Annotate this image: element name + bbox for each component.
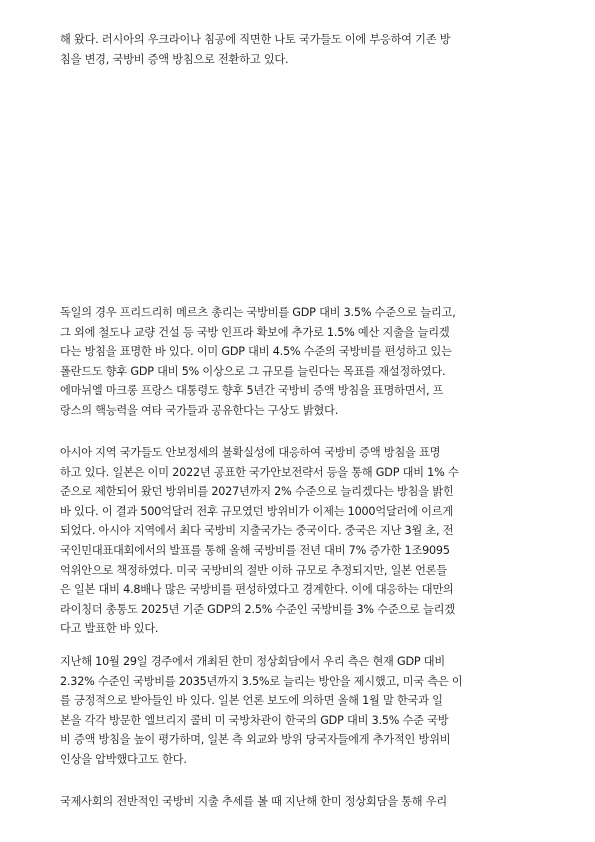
text-line: 다고 발표한 바 있다. <box>60 622 159 636</box>
text-line: 인상을 압박했다고도 한다. <box>60 752 187 766</box>
paragraph-korea-us-summit <box>60 652 540 770</box>
text-line: 준으로 제한되어 왔던 방위비를 2027년까지 2% 수준으로 늘리겠다는 방침을 밝힌 <box>60 485 454 499</box>
paragraph-europe-defense-spending <box>60 303 540 421</box>
text-line: 지난해 10월 29일 경주에서 개최된 한미 정상회담에서 우리 측은 현재 GDP 대비 <box>60 655 446 668</box>
text-line: 라이칭더 총통도 2025년 기준 GDP의 2.5% 수준인 국방비를 3% 수준으로 늘리겠 <box>60 602 455 616</box>
text-line: 폴란드도 향후 GDP 대비 5% 이상으로 그 규모를 늘린다는 목표를 재설정하였다. <box>60 364 446 378</box>
text-line: 다는 방침을 표명한 바 있다. 이미 GDP 대비 4.5% 수준의 국방비를 편성하고 있는 <box>60 345 452 359</box>
text-line: 2.32% 수준인 국방비를 2035년까지 3.5%로 늘리는 방안을 제시했고, 미국 측은 이 <box>60 674 463 688</box>
text-line: 비 증액 방침을 높이 평가하며, 일본 측 외교와 방위 당국자들에게 추가적인 방위비 <box>60 733 451 747</box>
paragraph-nato-defense-policy <box>60 30 540 69</box>
paragraph-asia-defense-spending <box>60 443 540 639</box>
text-line: 은 일본 대비 4.8배나 많은 국방비를 편성하였다고 경계한다. 이에 대응하는 대만의 <box>60 583 454 597</box>
text-line: 에마뉘엘 마크롱 프랑스 대통령도 향후 5년간 국방비 증액 방침을 표명하면서, 프 <box>60 384 444 398</box>
text-line: 되었다. 아시아 지역에서 최다 국방비 지출국가는 중국이다. 중국은 지난 3월 초, 전 <box>60 524 454 538</box>
text-line: 국제사회의 전반적인 국방비 지출 추세를 볼 때 지난해 한미 정상회담을 통해 우리 <box>60 795 447 808</box>
text-line: 하고 있다. 일본은 이미 2022년 공표한 국가안보전략서 등을 통해 GDP 대비 1% 수 <box>60 465 459 479</box>
text-line: 그 외에 철도나 교량 건설 등 국방 인프라 확보에 추가로 1.5% 예산 지출을 늘리겠 <box>60 325 450 339</box>
text-line: 억위안으로 책정하였다. 미국 국방비의 절반 이하 규모로 추정되지만, 일본 언론들 <box>60 563 447 577</box>
text-line: 침을 변경, 국방비 증액 방침으로 전환하고 있다. <box>60 52 289 66</box>
text-line: 본을 각각 방문한 엘브리지 콜비 미 국방차관이 한국의 GDP 대비 3.5% 수준 국방 <box>60 713 449 727</box>
text-line: 해 왔다. 러시아의 우크라이나 침공에 직면한 나토 국가들도 이에 부응하여 기존 방 <box>60 33 451 46</box>
text-line: 국인민대표대회에서의 발표를 통해 올해 국방비를 전년 대비 7% 증가한 1조9095 <box>60 543 450 557</box>
blank-figure-area <box>60 80 540 290</box>
paragraph-global-trend <box>60 792 540 812</box>
text-line: 랑스의 핵능력을 여타 국가들과 공유한다는 구상도 밝혔다. <box>60 403 339 417</box>
text-line: 독일의 경우 프리드리히 메르츠 총리는 국방비를 GDP 대비 3.5% 수준으로 늘리고, <box>60 306 456 319</box>
text-line: 아시아 지역 국가들도 안보정세의 불확실성에 대응하여 국방비 증액 방침을 표명 <box>60 446 441 459</box>
text-line: 바 있다. 이 결과 500억달러 전후 규모였던 방위비가 이제는 1000억달러에 이르게 <box>60 504 453 518</box>
text-line: 를 긍정적으로 받아들인 바 있다. 일본 언론 보도에 의하면 올해 1월 말 한국과 일 <box>60 694 443 708</box>
